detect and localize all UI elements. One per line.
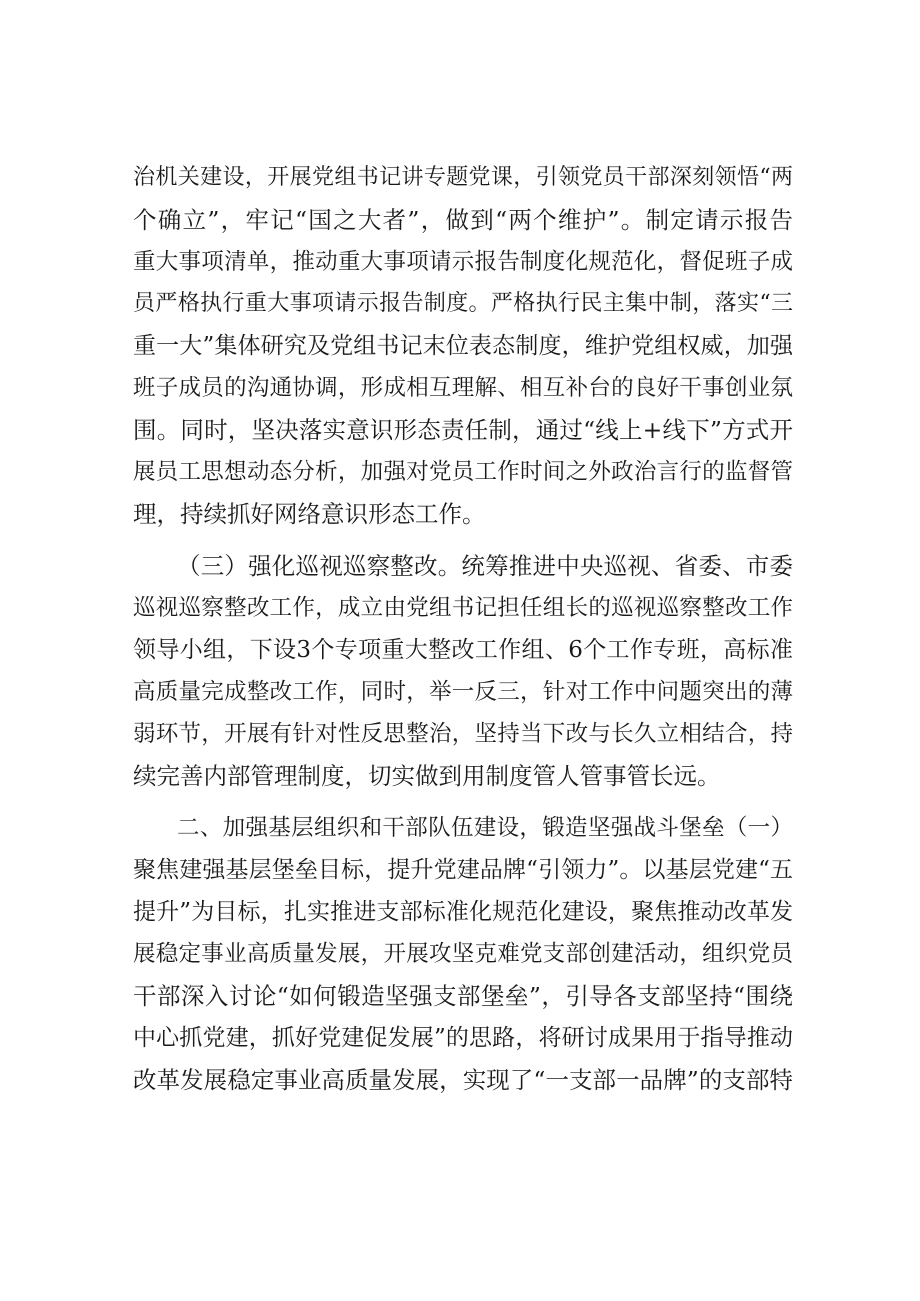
paragraph-line: 员严格执行重大事项请示报告制度。严格执行民主集中制，落实“三 — [133, 291, 793, 316]
paragraph-line: 弱环节，开展有针对性反思整治，坚持当下改与长久立相结合，持 — [133, 721, 793, 747]
paragraph-line: 重一大”集体研究及党组书记末位表态制度，维护党组权威，加强 — [133, 333, 793, 359]
paragraph-line: 中心抓党建，抓好党建促发展”的思路，将研讨成果用于指导推动 — [133, 1025, 793, 1051]
paragraph-line: 重大事项清单，推动重大事项请示报告制度化规范化，督促班子成 — [133, 249, 793, 275]
paragraph-line: 提升”为目标，扎实推进支部标准化规范化建设，聚焦推动改革发 — [133, 899, 793, 925]
paragraph-line: 续完善内部管理制度，切实做到用制度管人管事管长远。 — [133, 762, 721, 790]
paragraph-line: 聚焦建强基层堡垒目标，提升党建品牌“引领力”。以基层党建“五 — [133, 857, 793, 883]
paragraph-line: 展稳定事业高质量发展，开展攻坚克难党支部创建活动，组织党员 — [133, 941, 793, 967]
paragraph-line: 巡视巡察整改工作，成立由党组书记担任组长的巡视巡察整改工作 — [133, 595, 793, 621]
paragraph-line: （三）强化巡视巡察整改。统筹推进中央巡视、省委、市委 — [177, 552, 793, 580]
paragraph-line: 围。同时，坚决落实意识形态责任制，通过“线上+线下”方式开 — [133, 416, 793, 444]
paragraph-line: 治机关建设，开展党组书记讲专题党课，引领党员干部深刻领悟“两 — [133, 165, 793, 190]
paragraph-line: 高质量完成整改工作，同时，举一反三，针对工作中问题突出的薄 — [133, 679, 793, 705]
paragraph-line: 二、加强基层组织和干部队伍建设，锻造坚强战斗堡垒（一） — [177, 815, 793, 841]
paragraph-line: 展员工思想动态分析，加强对党员工作时间之外政治言行的监督管 — [133, 459, 793, 485]
paragraph-line: 个确立”，牢记“国之大者”，做到“两个维护”。制定请示报告 — [133, 206, 793, 234]
paragraph-line: 班子成员的沟通协调，形成相互理解、相互补台的良好干事创业氛 — [133, 375, 793, 401]
paragraph-line: 干部深入讨论“如何锻造坚强支部堡垒”，引导各支部坚持“围绕 — [133, 982, 793, 1010]
paragraph-line: 领导小组，下设3个专项重大整改工作组、6个工作专班，高标准 — [133, 637, 793, 663]
paragraph-line: 改革发展稳定事业高质量发展，实现了“一支部一品牌”的支部特 — [133, 1066, 793, 1094]
paragraph-line: 理，持续抓好网络意识形态工作。 — [133, 500, 486, 528]
